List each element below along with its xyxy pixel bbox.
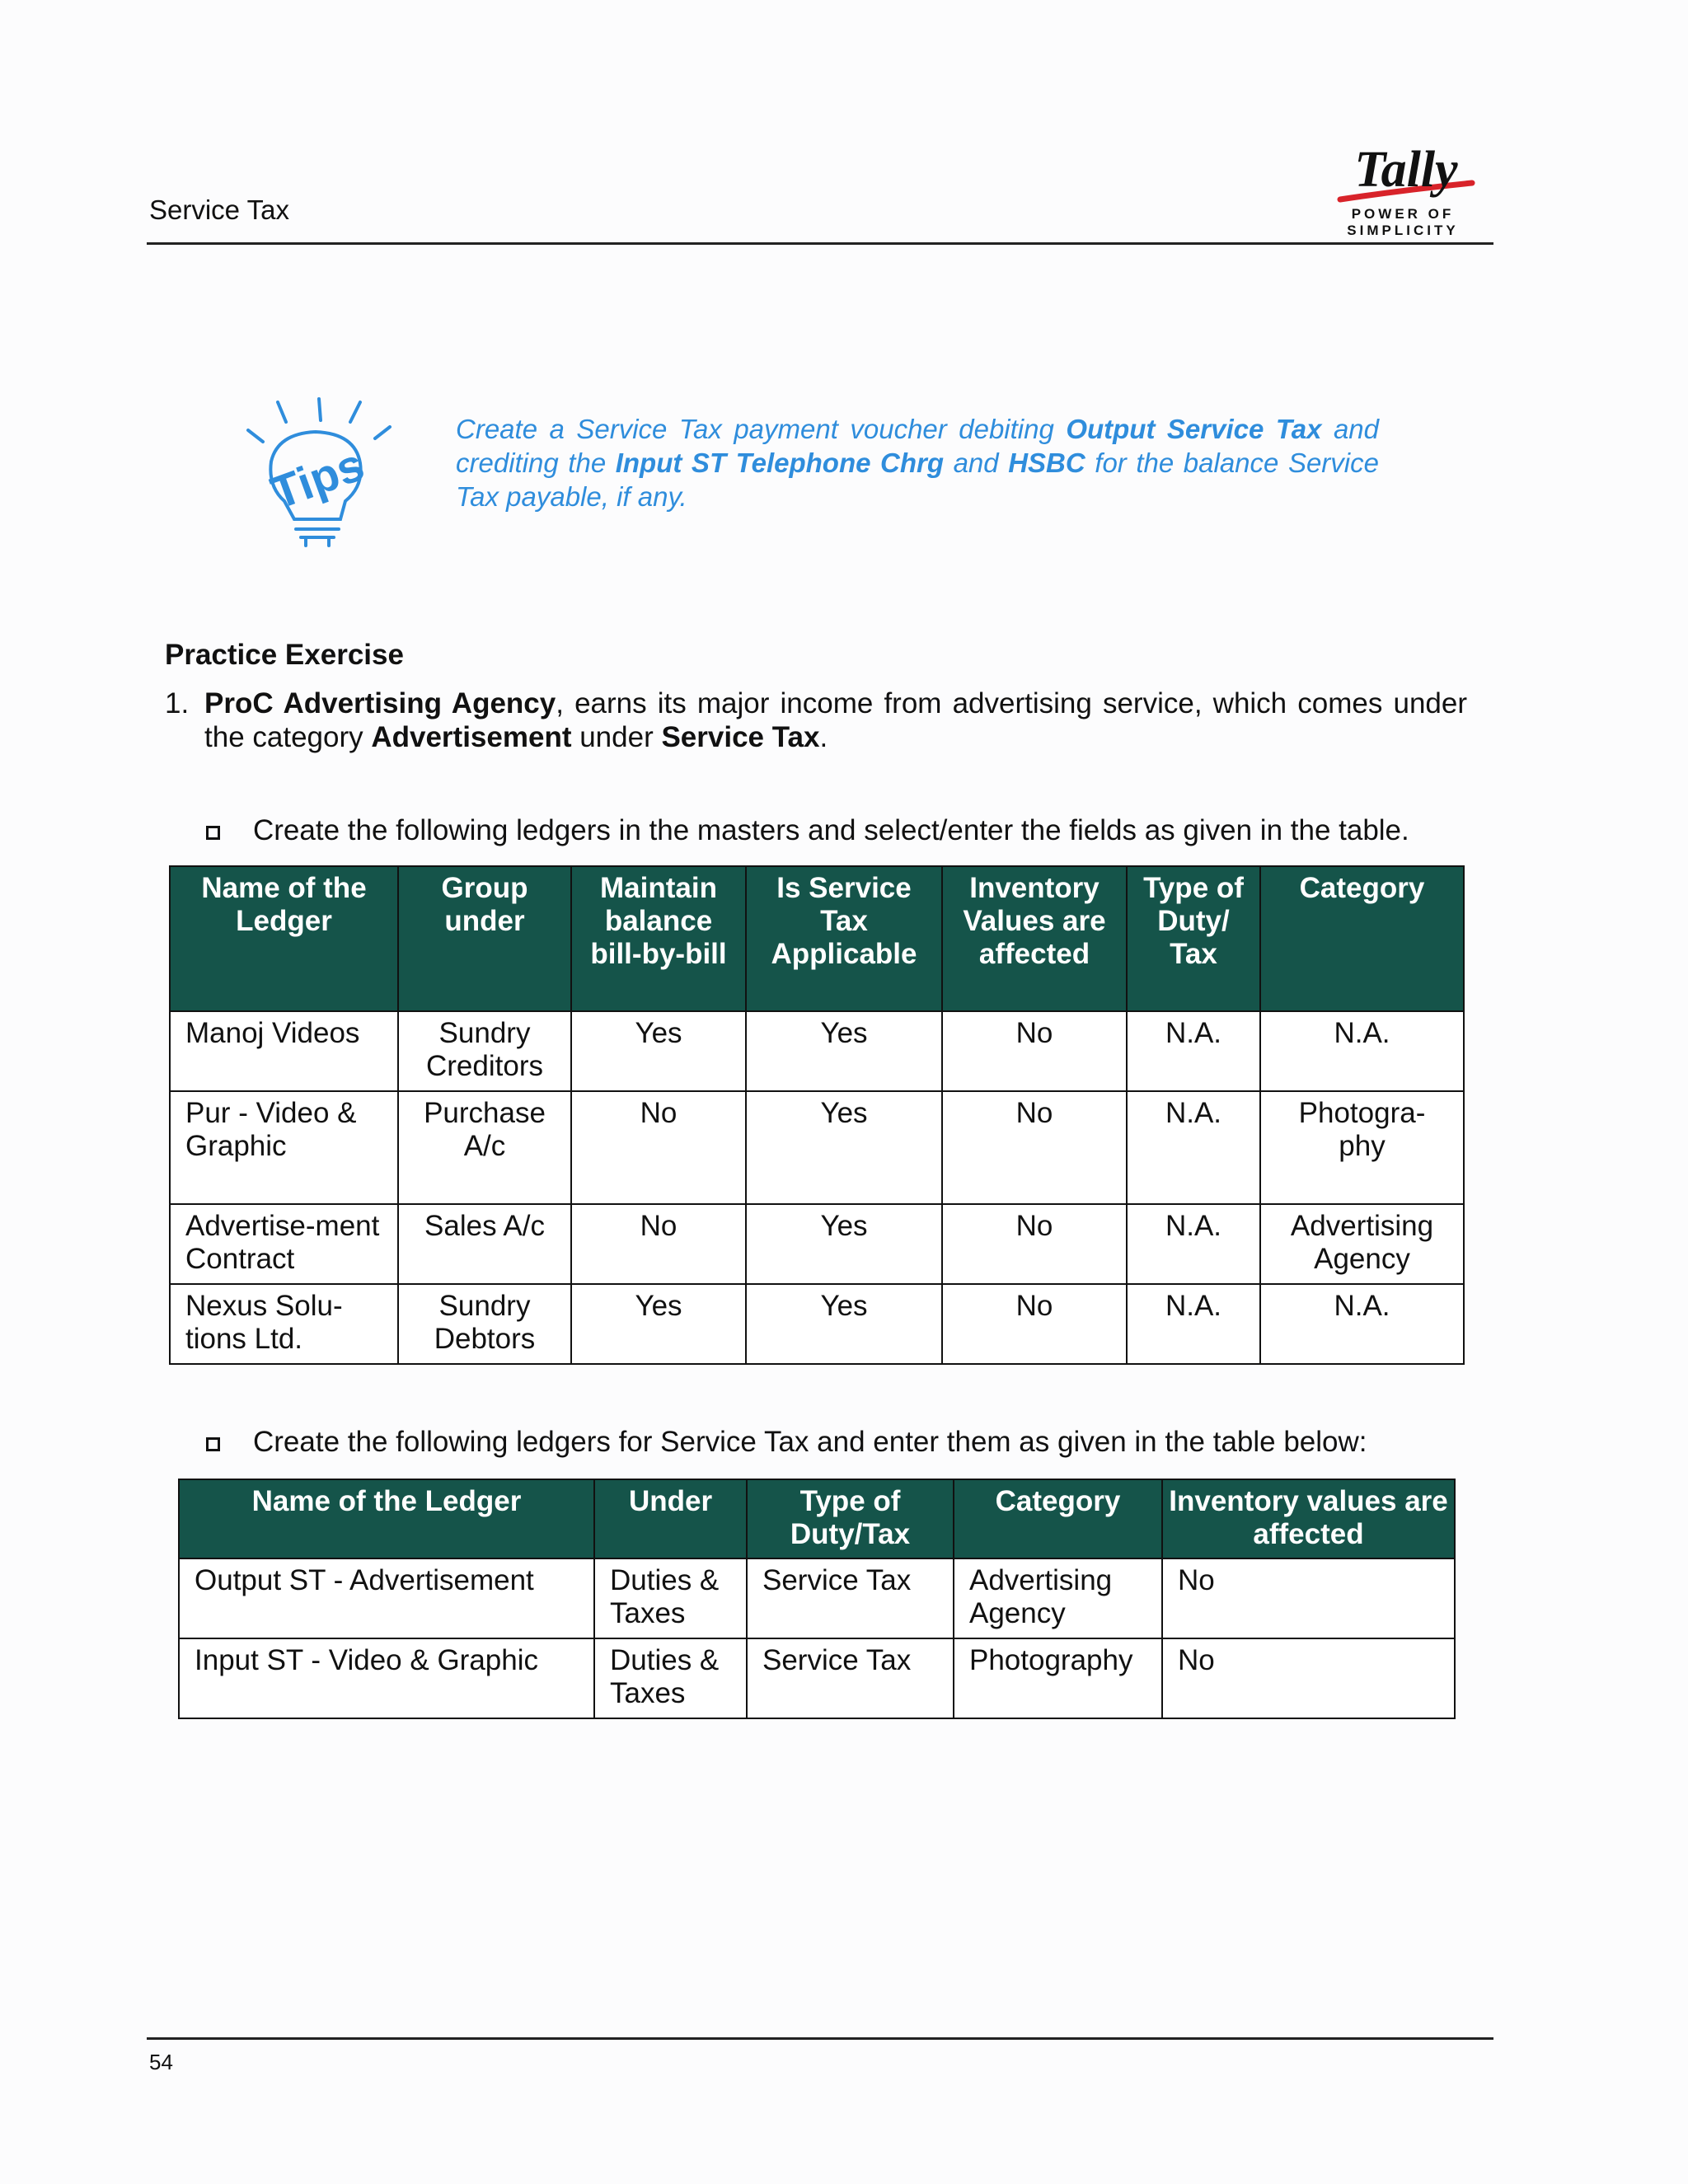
column-header: Name of the Ledger xyxy=(179,1479,594,1558)
table-cell: No xyxy=(942,1011,1127,1091)
table-row xyxy=(170,1091,1464,1204)
column-header: Type of Duty/Tax xyxy=(747,1479,954,1558)
column-header: Inventory Values are affected xyxy=(942,866,1127,1011)
table-row xyxy=(170,1011,1464,1091)
table-cell: Output ST - Advertisement xyxy=(179,1558,594,1638)
table-cell: Advertising Agency xyxy=(954,1558,1162,1638)
table-row xyxy=(179,1638,1455,1718)
exercise-number: 1. xyxy=(165,687,190,719)
table-cell: No xyxy=(1162,1638,1455,1718)
table-cell: Photography xyxy=(954,1638,1162,1718)
logo-tagline: POWER OF SIMPLICITY xyxy=(1347,206,1459,238)
bullet-square-icon xyxy=(206,1437,220,1451)
table-cell: Yes xyxy=(746,1204,942,1284)
table-cell: N.A. xyxy=(1260,1011,1464,1091)
table-cell: Yes xyxy=(746,1011,942,1091)
table-cell: Yes xyxy=(746,1284,942,1364)
table-header-row xyxy=(179,1479,1455,1558)
table-cell: Service Tax xyxy=(747,1558,954,1638)
section-title: Service Tax xyxy=(149,194,289,225)
table-cell: N.A. xyxy=(1127,1284,1260,1364)
table-cell: Duties & Taxes xyxy=(594,1558,747,1638)
table-row xyxy=(170,1284,1464,1364)
table-cell: N.A. xyxy=(1127,1011,1260,1091)
table-cell: Advertising Agency xyxy=(1260,1204,1464,1284)
table-cell: No xyxy=(942,1284,1127,1364)
column-header: Is Service Tax Applicable xyxy=(746,866,942,1011)
table-cell: Nexus Solu-tions Ltd. xyxy=(170,1284,398,1364)
table-cell: Yes xyxy=(571,1011,746,1091)
table-row xyxy=(179,1558,1455,1638)
table-cell: Duties & Taxes xyxy=(594,1638,747,1718)
ledger-masters-table xyxy=(169,865,1465,1365)
tips-text: Create a Service Tax payment voucher debiting Output Service Tax and crediting the Input ST Telephone Chrg and HSBC for the balance Service Tax payable, if any. xyxy=(456,414,1380,512)
table-cell: Pur - Video & Graphic xyxy=(170,1091,398,1204)
table-cell: No xyxy=(942,1091,1127,1204)
column-header: Under xyxy=(594,1479,747,1558)
table-header-row xyxy=(170,866,1464,1011)
table-cell: Service Tax xyxy=(747,1638,954,1718)
table-cell: Yes xyxy=(746,1091,942,1204)
table-cell: N.A. xyxy=(1127,1204,1260,1284)
table-cell: No xyxy=(571,1091,746,1204)
tips-lightbulb-icon xyxy=(235,396,400,560)
column-header: Category xyxy=(1260,866,1464,1011)
header-rule xyxy=(147,242,1493,245)
table-cell: N.A. xyxy=(1260,1284,1464,1364)
table-cell: Sundry Debtors xyxy=(398,1284,571,1364)
table-cell: No xyxy=(942,1204,1127,1284)
table-cell: Input ST - Video & Graphic xyxy=(179,1638,594,1718)
column-header: Inventory values are affected xyxy=(1162,1479,1455,1558)
footer-rule xyxy=(147,2037,1493,2040)
table-cell: N.A. xyxy=(1127,1091,1260,1204)
bullet-text: Create the following ledgers for Service Tax and enter them as given in the table below: xyxy=(253,1426,1367,1458)
table-cell: No xyxy=(571,1204,746,1284)
practice-heading: Practice Exercise xyxy=(165,639,404,671)
service-tax-ledgers-table xyxy=(178,1479,1456,1719)
exercise-item xyxy=(165,687,1467,754)
column-header: Category xyxy=(954,1479,1162,1558)
table-cell: Sales A/c xyxy=(398,1204,571,1284)
table-cell: Manoj Videos xyxy=(170,1011,398,1091)
table-cell: Sundry Creditors xyxy=(398,1011,571,1091)
table-cell: Photogra-phy xyxy=(1260,1091,1464,1204)
bullet-service-tax-ledgers xyxy=(206,1426,1475,1463)
column-header: Type of Duty/ Tax xyxy=(1127,866,1260,1011)
bullet-ledgers xyxy=(206,814,1475,851)
column-header: Maintain balance bill-by-bill xyxy=(571,866,746,1011)
bullet-square-icon xyxy=(206,826,220,840)
column-header: Name of the Ledger xyxy=(170,866,398,1011)
column-header: Group under xyxy=(398,866,571,1011)
table-cell: Yes xyxy=(571,1284,746,1364)
bullet-text: Create the following ledgers in the masters and select/enter the fields as given in the table. xyxy=(253,814,1409,846)
logo-wordmark: Tally xyxy=(1354,142,1458,198)
page-number: 54 xyxy=(149,2050,173,2074)
table-cell: Advertise-ment Contract xyxy=(170,1204,398,1284)
exercise-text: ProC Advertising Agency, earns its major income from advertising service, which comes under the category Advertisement under Service Tax. xyxy=(204,687,1467,753)
table-row xyxy=(170,1204,1464,1284)
table-cell: No xyxy=(1162,1558,1455,1638)
table-cell: Purchase A/c xyxy=(398,1091,571,1204)
tips-label: Tips xyxy=(264,438,371,519)
